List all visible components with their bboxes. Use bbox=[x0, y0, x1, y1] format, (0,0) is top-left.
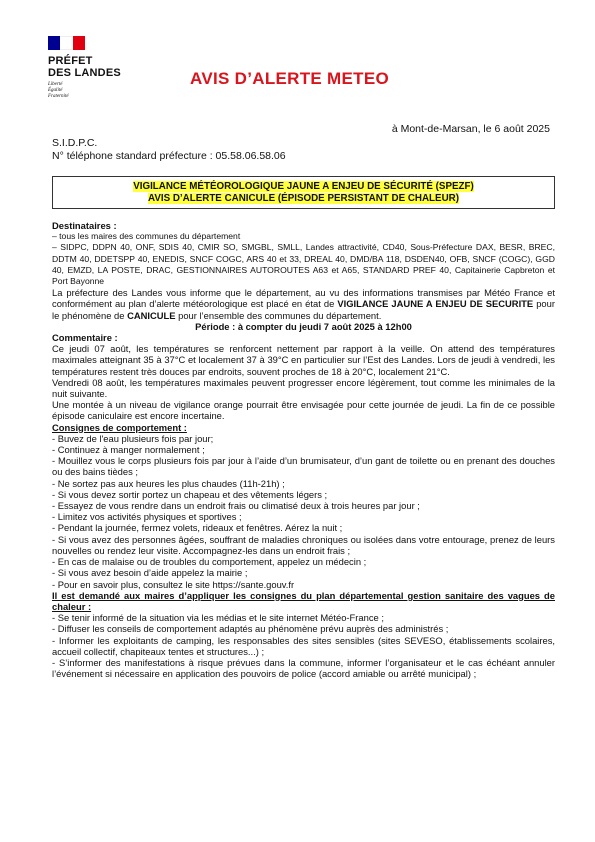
document-title: AVIS D’ALERTE METEO bbox=[190, 69, 390, 88]
behaviour-heading: Consignes de comportement : bbox=[52, 421, 187, 433]
comment-paragraph-3: Une montée à un niveau de vigilance orange pourrait être envisagée pour cette journée de jeudi. La fin de ce possible épisode caniculaire est encore incertaine. bbox=[52, 399, 555, 422]
prefecture-logo bbox=[48, 36, 138, 100]
vigilance-box bbox=[52, 176, 555, 209]
list-item: - Si vous avez des personnes âgées, souffrant de maladies chroniques ou isolées dans votre entourage, prenez de leurs nouvelles ou rendez leur visite. Accompagnez-les dans un endroit frais ; bbox=[52, 533, 555, 556]
list-item: - S’informer des manifestations à risque prévues dans la commune, informer l’organisateur et le cas échéant annuler l’événement si nécessaire en application des pouvoirs de police (accord amiable ou arrêté municipal) ; bbox=[52, 656, 555, 680]
mayors-list bbox=[52, 612, 555, 679]
list-item: - Si vous avez besoin d’aide appelez la mairie ; bbox=[52, 567, 248, 579]
list-item: - Buvez de l'eau plusieurs fois par jour; bbox=[52, 432, 214, 444]
period-line: Période : à compter du jeudi 7 août 2025 à 12h00 bbox=[195, 320, 412, 332]
recipients-line-2: – SIDPC, DDPN 40, ONF, SDIS 40, CMIR SO, SMGBL, SMLL, Landes attractivité, CD40, Sous-Préfecture DAX, BESR, BREC, DDTM 40, DDETSPP 40, ENEDIS, SNCF COGC, ARS 40 et 33, DREAL 40, DMD/BA 118, DSDEN40, OFB, SNCF (COGC), GGD 40, EMZD, LA POSTE, DRAC, GESTIONNAIRES AUTOROUTES A63 et A65, STANDARD PREF 40, Capitainerie Capbreton et Port Bayonne bbox=[52, 242, 555, 287]
recipients-line-1: – tous les maires des communes du département bbox=[52, 231, 241, 242]
list-item: - Essayez de vous rendre dans un endroit frais ou climatisé deux à trois heures par jour ; bbox=[52, 500, 420, 512]
phone-number: N° téléphone standard préfecture : 05.58.06.58.06 bbox=[52, 150, 286, 162]
recipients-heading: Destinataires : bbox=[52, 220, 117, 231]
behaviour-list bbox=[52, 433, 555, 590]
comment-paragraph-1: Ce jeudi 07 août, les températures se renforcent nettement par rapport à la veille. On attend des températures maximales atteignant 35 à 37°C et localement 37 à 39°C en particulier sur l’Est des Landes. Lors de jeudi à vendredi, les températures restent très douces par endroits, souvent proches de 18 à 20°C, localement 21°C. bbox=[52, 343, 555, 377]
place-date: à Mont-de-Marsan, le 6 août 2025 bbox=[391, 123, 550, 135]
list-item: - Se tenir informé de la situation via les médias et le site internet Météo-France ; bbox=[52, 612, 384, 624]
list-item: - Informer les exploitants de camping, les responsables des sites sensibles (sites SEVESO, établissements scolaires, accueil collectif, chapiteaux tentes et structures...) ; bbox=[52, 634, 555, 657]
vigilance-line-2: AVIS D’ALERTE CANICULE (ÉPISODE PERSISTANT DE CHALEUR) bbox=[148, 193, 459, 204]
list-item: - Mouillez vous le corps plusieurs fois par jour à l’aide d’un brumisateur, d’un gant de toilette ou en prenant des douches ou des bains tièdes ; bbox=[52, 455, 555, 478]
service-name: S.I.D.P.C. bbox=[52, 137, 98, 149]
marianne-flag-icon bbox=[48, 36, 85, 50]
logo-title-line2: DES LANDES bbox=[48, 67, 121, 79]
list-item: - Pour en savoir plus, consultez le site https://sante.gouv.fr bbox=[52, 578, 295, 590]
list-item: - Pendant la journée, fermez volets, rideaux et fenêtres. Aérez la nuit ; bbox=[52, 522, 343, 534]
intro-paragraph: La préfecture des Landes vous informe que le département, au vu des informations transmises par Météo France et conformément au plan d’alerte météorologique est placé en état de VIGILANCE JAUNE A ENJEU DE SECURITE pour le phénomène de CANICULE pour l’ensemble des communes du département. bbox=[52, 287, 555, 321]
list-item: - En cas de malaise ou de troubles du comportement, appelez un médecin ; bbox=[52, 556, 367, 568]
logo-title-line1: PRÉFET bbox=[48, 55, 93, 67]
list-item: - Si vous devez sortir portez un chapeau et des vêtements légers ; bbox=[52, 488, 328, 500]
republic-motto: Liberté Égalité Fraternité bbox=[48, 82, 69, 99]
document-body bbox=[52, 220, 555, 679]
comment-heading: Commentaire : bbox=[52, 332, 118, 344]
list-item: - Diffuser les conseils de comportement adaptés au phénomène prévu auprès des administrés ; bbox=[52, 623, 449, 635]
list-item: - Limitez vos activités physiques et sportives ; bbox=[52, 511, 242, 523]
list-item: - Continuez à manger normalement ; bbox=[52, 444, 205, 456]
mayors-heading: Il est demandé aux maires d’appliquer les consignes du plan départemental gestion sanitaire des vagues de chaleur : bbox=[52, 589, 555, 612]
sender-info bbox=[52, 137, 286, 163]
vigilance-line-1: VIGILANCE MÉTÉOROLOGIQUE JAUNE A ENJEU DE SÉCURITÉ (SPEZF) bbox=[133, 181, 474, 192]
comment-paragraph-2: Vendredi 08 août, les températures maximales peuvent progresser encore légèrement, tout comme les minimales de la nuit suivante. bbox=[52, 376, 555, 400]
list-item: - Ne sortez pas aux heures les plus chaudes (11h-21h) ; bbox=[52, 477, 285, 489]
